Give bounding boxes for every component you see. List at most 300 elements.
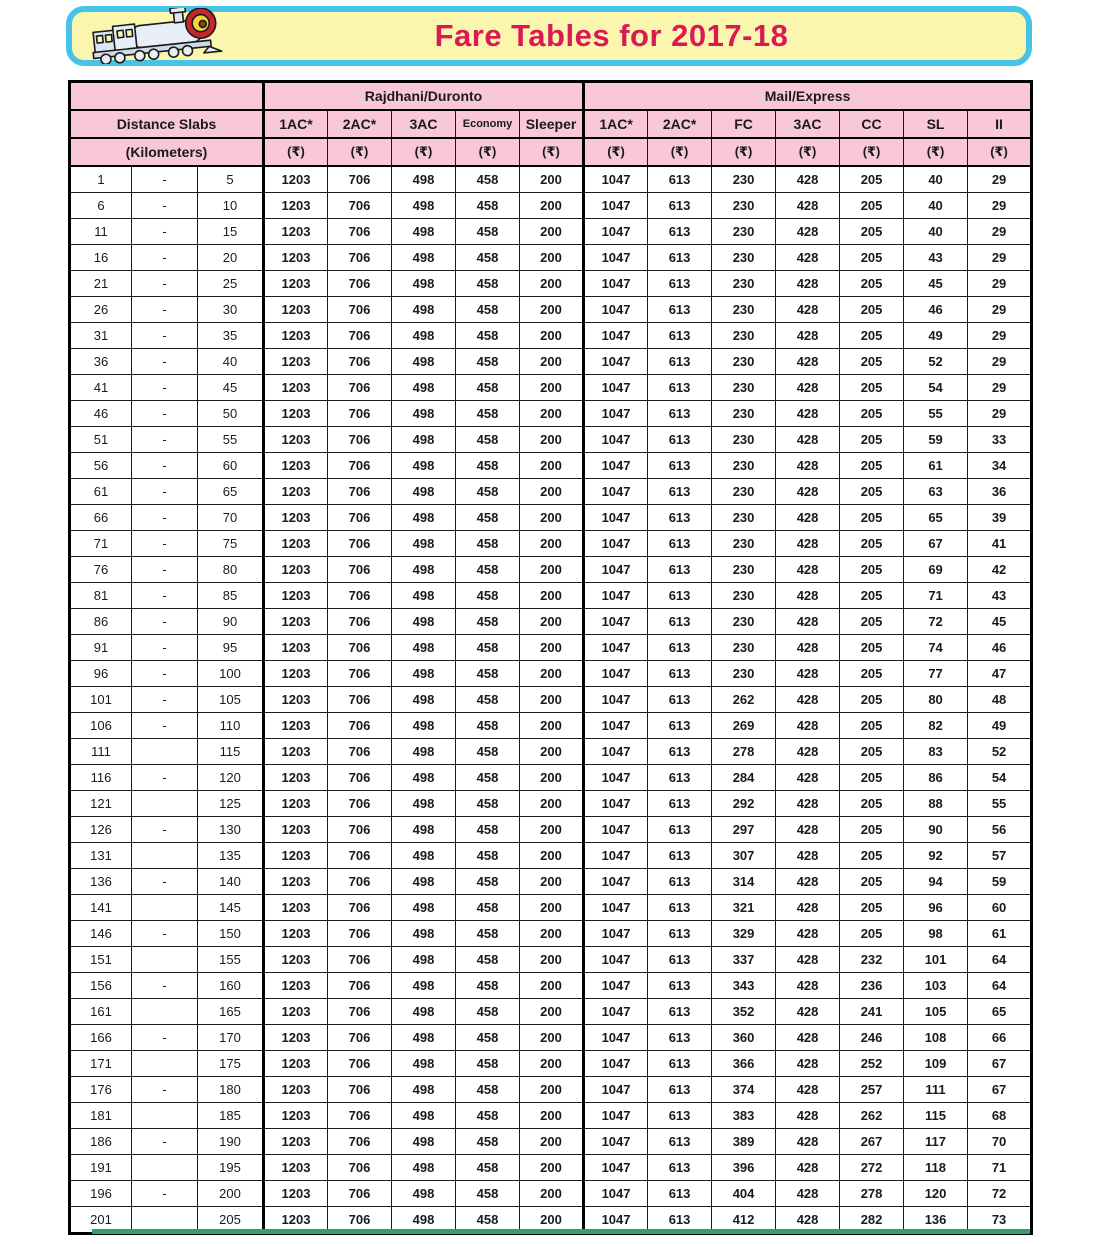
fare-cell: 613 <box>648 817 712 843</box>
fare-cell: 613 <box>648 687 712 713</box>
distance-cell: 6 <box>70 193 132 219</box>
table-row <box>70 1181 1032 1207</box>
fare-cell: 205 <box>840 687 904 713</box>
distance-cell: 201 <box>70 1207 132 1234</box>
fare-cell: 1047 <box>584 609 648 635</box>
fare-cell: 428 <box>776 1103 840 1129</box>
fare-cell: 205 <box>840 843 904 869</box>
fare-cell: 73 <box>968 1207 1032 1234</box>
fare-cell: 278 <box>712 739 776 765</box>
fare-cell: 29 <box>968 349 1032 375</box>
table-row <box>70 765 1032 791</box>
fare-cell: 498 <box>392 245 456 271</box>
fare-cell: 205 <box>840 219 904 245</box>
distance-cell: 96 <box>70 661 132 687</box>
fare-cell: 74 <box>904 635 968 661</box>
fare-cell: 40 <box>904 193 968 219</box>
fare-cell: 706 <box>328 947 392 973</box>
fare-cell: 1203 <box>264 479 328 505</box>
currency-cell: (₹) <box>392 138 456 166</box>
fare-cell: 101 <box>904 947 968 973</box>
distance-cell: 31 <box>70 323 132 349</box>
fare-cell: 458 <box>456 453 520 479</box>
fare-cell: 706 <box>328 713 392 739</box>
distance-cell: 136 <box>70 869 132 895</box>
distance-cell: - <box>132 765 198 791</box>
fare-cell: 458 <box>456 635 520 661</box>
distance-cell: 35 <box>198 323 264 349</box>
fare-cell: 458 <box>456 427 520 453</box>
fare-cell: 498 <box>392 817 456 843</box>
distance-cell: - <box>132 713 198 739</box>
table-row <box>70 635 1032 661</box>
fare-cell: 706 <box>328 921 392 947</box>
col-rajdhani-2ac: 2AC* <box>328 110 392 138</box>
fare-cell: 428 <box>776 635 840 661</box>
table-row <box>70 739 1032 765</box>
fare-cell: 205 <box>840 609 904 635</box>
fare-cell: 200 <box>520 947 584 973</box>
fare-cell: 1047 <box>584 869 648 895</box>
fare-cell: 1203 <box>264 297 328 323</box>
distance-cell: - <box>132 531 198 557</box>
fare-cell: 67 <box>968 1077 1032 1103</box>
distance-cell: 166 <box>70 1025 132 1051</box>
fare-cell: 92 <box>904 843 968 869</box>
fare-cell: 706 <box>328 531 392 557</box>
fare-cell: 428 <box>776 427 840 453</box>
fare-cell: 200 <box>520 375 584 401</box>
fare-cell: 272 <box>840 1155 904 1181</box>
fare-cell: 1047 <box>584 1155 648 1181</box>
fare-cell: 498 <box>392 271 456 297</box>
distance-cell <box>132 1155 198 1181</box>
fare-cell: 36 <box>968 479 1032 505</box>
fare-cell: 428 <box>776 323 840 349</box>
fare-cell: 1203 <box>264 1207 328 1234</box>
fare-cell: 67 <box>968 1051 1032 1077</box>
col-mail-cc: CC <box>840 110 904 138</box>
currency-cell: (₹) <box>264 138 328 166</box>
fare-cell: 96 <box>904 895 968 921</box>
fare-cell: 205 <box>840 739 904 765</box>
fare-cell: 230 <box>712 401 776 427</box>
distance-cell: 151 <box>70 947 132 973</box>
distance-cell: 70 <box>198 505 264 531</box>
fare-cell: 458 <box>456 297 520 323</box>
fare-cell: 613 <box>648 765 712 791</box>
table-row <box>70 583 1032 609</box>
fare-cell: 498 <box>392 1103 456 1129</box>
distance-cell: 55 <box>198 427 264 453</box>
fare-cell: 200 <box>520 297 584 323</box>
currency-cell: (₹) <box>328 138 392 166</box>
distance-cell: 126 <box>70 817 132 843</box>
fare-cell: 613 <box>648 713 712 739</box>
fare-cell: 45 <box>904 271 968 297</box>
fare-cell: 706 <box>328 1129 392 1155</box>
fare-cell: 428 <box>776 869 840 895</box>
fare-cell: 232 <box>840 947 904 973</box>
fare-cell: 458 <box>456 557 520 583</box>
distance-cell: 155 <box>198 947 264 973</box>
title-banner <box>66 6 1032 66</box>
fare-cell: 1203 <box>264 635 328 661</box>
fare-cell: 1203 <box>264 583 328 609</box>
fare-cell: 65 <box>968 999 1032 1025</box>
fare-cell: 1203 <box>264 245 328 271</box>
fare-cell: 412 <box>712 1207 776 1234</box>
fare-cell: 29 <box>968 375 1032 401</box>
fare-cell: 428 <box>776 453 840 479</box>
fare-cell: 706 <box>328 271 392 297</box>
fare-cell: 205 <box>840 245 904 271</box>
table-row <box>70 453 1032 479</box>
fare-cell: 428 <box>776 1181 840 1207</box>
fare-cell: 205 <box>840 166 904 193</box>
distance-cell: 85 <box>198 583 264 609</box>
distance-cell: - <box>132 193 198 219</box>
fare-cell: 498 <box>392 713 456 739</box>
fare-cell: 63 <box>904 479 968 505</box>
fare-cell: 230 <box>712 166 776 193</box>
fare-cell: 428 <box>776 739 840 765</box>
table-row <box>70 166 1032 193</box>
fare-cell: 706 <box>328 219 392 245</box>
distance-cell: 171 <box>70 1051 132 1077</box>
fare-cell: 1203 <box>264 401 328 427</box>
fare-cell: 1203 <box>264 791 328 817</box>
fare-cell: 458 <box>456 166 520 193</box>
fare-cell: 498 <box>392 1025 456 1051</box>
table-row <box>70 1051 1032 1077</box>
fare-cell: 205 <box>840 895 904 921</box>
fare-cell: 42 <box>968 557 1032 583</box>
fare-cell: 1203 <box>264 531 328 557</box>
distance-cell: - <box>132 401 198 427</box>
fare-cell: 1047 <box>584 1181 648 1207</box>
distance-cell: 41 <box>70 375 132 401</box>
fare-cell: 428 <box>776 166 840 193</box>
fare-cell: 94 <box>904 869 968 895</box>
fare-cell: 200 <box>520 166 584 193</box>
currency-cell: (₹) <box>520 138 584 166</box>
distance-cell: 146 <box>70 921 132 947</box>
fare-cell: 205 <box>840 427 904 453</box>
distance-cell: 75 <box>198 531 264 557</box>
fare-cell: 230 <box>712 505 776 531</box>
fare-cell: 61 <box>968 921 1032 947</box>
fare-cell: 706 <box>328 895 392 921</box>
table-row <box>70 479 1032 505</box>
table-row <box>70 1103 1032 1129</box>
fare-cell: 1047 <box>584 817 648 843</box>
fare-cell: 262 <box>840 1103 904 1129</box>
fare-cell: 48 <box>968 687 1032 713</box>
fare-cell: 54 <box>968 765 1032 791</box>
fare-cell: 1203 <box>264 713 328 739</box>
bottom-rule <box>92 1229 1030 1234</box>
fare-cell: 498 <box>392 739 456 765</box>
distance-cell: - <box>132 869 198 895</box>
fare-cell: 82 <box>904 713 968 739</box>
fare-cell: 41 <box>968 531 1032 557</box>
distance-cell: 200 <box>198 1181 264 1207</box>
col-rajdhani-1ac: 1AC* <box>264 110 328 138</box>
fare-cell: 458 <box>456 687 520 713</box>
fare-cell: 428 <box>776 1051 840 1077</box>
col-mail-fc: FC <box>712 110 776 138</box>
distance-cell: 46 <box>70 401 132 427</box>
group-header-rajdhani: Rajdhani/Duronto <box>264 82 584 111</box>
table-row <box>70 505 1032 531</box>
fare-cell: 428 <box>776 1129 840 1155</box>
fare-cell: 205 <box>840 869 904 895</box>
fare-cell: 200 <box>520 843 584 869</box>
fare-cell: 230 <box>712 271 776 297</box>
fare-cell: 458 <box>456 739 520 765</box>
distance-cell: - <box>132 661 198 687</box>
fare-cell: 200 <box>520 1051 584 1077</box>
fare-cell: 61 <box>904 453 968 479</box>
fare-cell: 498 <box>392 401 456 427</box>
distance-cell: 15 <box>198 219 264 245</box>
fare-cell: 230 <box>712 557 776 583</box>
table-row <box>70 687 1032 713</box>
fare-cell: 374 <box>712 1077 776 1103</box>
fare-cell: 428 <box>776 687 840 713</box>
fare-cell: 109 <box>904 1051 968 1077</box>
fare-cell: 1203 <box>264 765 328 791</box>
fare-cell: 29 <box>968 323 1032 349</box>
fare-cell: 498 <box>392 1181 456 1207</box>
fare-cell: 343 <box>712 973 776 999</box>
fare-cell: 1203 <box>264 557 328 583</box>
fare-cell: 1203 <box>264 947 328 973</box>
fare-cell: 205 <box>840 479 904 505</box>
distance-cell: 40 <box>198 349 264 375</box>
fare-cell: 329 <box>712 921 776 947</box>
fare-cell: 1203 <box>264 166 328 193</box>
fare-cell: 1203 <box>264 1155 328 1181</box>
distance-cell: 111 <box>70 739 132 765</box>
fare-cell: 613 <box>648 1181 712 1207</box>
fare-cell: 262 <box>712 687 776 713</box>
fare-cell: 29 <box>968 245 1032 271</box>
fare-cell: 613 <box>648 245 712 271</box>
fare-cell: 1047 <box>584 1129 648 1155</box>
fare-cell: 613 <box>648 375 712 401</box>
distance-cell: 185 <box>198 1103 264 1129</box>
table-row <box>70 1025 1032 1051</box>
fare-cell: 706 <box>328 791 392 817</box>
fare-cell: 67 <box>904 531 968 557</box>
fare-cell: 1047 <box>584 271 648 297</box>
fare-cell: 706 <box>328 1077 392 1103</box>
fare-cell: 498 <box>392 297 456 323</box>
fare-cell: 1047 <box>584 895 648 921</box>
fare-cell: 1047 <box>584 401 648 427</box>
fare-cell: 613 <box>648 843 712 869</box>
fare-cell: 33 <box>968 427 1032 453</box>
fare-cell: 1047 <box>584 375 648 401</box>
fare-cell: 282 <box>840 1207 904 1234</box>
distance-cell: 105 <box>198 687 264 713</box>
distance-cell: 81 <box>70 583 132 609</box>
fare-cell: 46 <box>904 297 968 323</box>
fare-cell: 230 <box>712 635 776 661</box>
fare-cell: 360 <box>712 1025 776 1051</box>
table-row <box>70 271 1032 297</box>
fare-cell: 498 <box>392 999 456 1025</box>
fare-cell: 458 <box>456 947 520 973</box>
fare-cell: 706 <box>328 349 392 375</box>
fare-cell: 498 <box>392 193 456 219</box>
fare-cell: 498 <box>392 1077 456 1103</box>
fare-cell: 428 <box>776 297 840 323</box>
fare-cell: 706 <box>328 193 392 219</box>
fare-cell: 1203 <box>264 1051 328 1077</box>
fare-cell: 60 <box>968 895 1032 921</box>
distance-cell: - <box>132 687 198 713</box>
fare-cell: 613 <box>648 479 712 505</box>
col-mail-sl: SL <box>904 110 968 138</box>
fare-cell: 200 <box>520 245 584 271</box>
fare-cell: 314 <box>712 869 776 895</box>
distance-cell: 180 <box>198 1077 264 1103</box>
distance-cell <box>132 1103 198 1129</box>
distance-cell: 181 <box>70 1103 132 1129</box>
distance-cell: - <box>132 583 198 609</box>
table-row <box>70 401 1032 427</box>
fare-cell: 200 <box>520 401 584 427</box>
fare-cell: 1047 <box>584 921 648 947</box>
fare-cell: 498 <box>392 453 456 479</box>
fare-cell: 29 <box>968 193 1032 219</box>
fare-cell: 1047 <box>584 323 648 349</box>
fare-cell: 1203 <box>264 687 328 713</box>
fare-cell: 55 <box>968 791 1032 817</box>
fare-cell: 230 <box>712 297 776 323</box>
fare-cell: 200 <box>520 219 584 245</box>
fare-cell: 613 <box>648 1051 712 1077</box>
distance-cell: 120 <box>198 765 264 791</box>
fare-cell: 498 <box>392 869 456 895</box>
fare-cell: 613 <box>648 219 712 245</box>
fare-cell: 278 <box>840 1181 904 1207</box>
fare-cell: 613 <box>648 895 712 921</box>
fare-cell: 200 <box>520 583 584 609</box>
distance-cell <box>132 739 198 765</box>
distance-cell: 191 <box>70 1155 132 1181</box>
fare-cell: 39 <box>968 505 1032 531</box>
distance-cell: 76 <box>70 557 132 583</box>
distance-cell: 131 <box>70 843 132 869</box>
table-row <box>70 349 1032 375</box>
table-row <box>70 1077 1032 1103</box>
distance-cell: 140 <box>198 869 264 895</box>
fare-cell: 200 <box>520 453 584 479</box>
fare-cell: 1203 <box>264 609 328 635</box>
fare-cell: 1047 <box>584 427 648 453</box>
fare-cell: 498 <box>392 895 456 921</box>
distance-cell: 60 <box>198 453 264 479</box>
fare-cell: 458 <box>456 869 520 895</box>
table-row <box>70 947 1032 973</box>
fare-cell: 200 <box>520 271 584 297</box>
fare-cell: 29 <box>968 401 1032 427</box>
table-row <box>70 713 1032 739</box>
fare-cell: 205 <box>840 349 904 375</box>
fare-cell: 205 <box>840 323 904 349</box>
fare-cell: 458 <box>456 245 520 271</box>
fare-cell: 1203 <box>264 271 328 297</box>
fare-cell: 70 <box>968 1129 1032 1155</box>
fare-cell: 613 <box>648 947 712 973</box>
fare-cell: 1203 <box>264 1025 328 1051</box>
fare-cell: 205 <box>840 531 904 557</box>
distance-cell <box>132 791 198 817</box>
fare-cell: 428 <box>776 193 840 219</box>
distance-cell: - <box>132 271 198 297</box>
fare-cell: 111 <box>904 1077 968 1103</box>
fare-cell: 458 <box>456 1181 520 1207</box>
distance-cell: 45 <box>198 375 264 401</box>
distance-cell: - <box>132 349 198 375</box>
fare-cell: 45 <box>968 609 1032 635</box>
fare-cell: 200 <box>520 635 584 661</box>
currency-cell: (₹) <box>648 138 712 166</box>
fare-cell: 1047 <box>584 479 648 505</box>
fare-cell: 1047 <box>584 1207 648 1234</box>
fare-cell: 706 <box>328 687 392 713</box>
fare-cell: 706 <box>328 1051 392 1077</box>
fare-cell: 1047 <box>584 765 648 791</box>
distance-cell: - <box>132 297 198 323</box>
currency-cell: (₹) <box>968 138 1032 166</box>
distance-cell: 25 <box>198 271 264 297</box>
fare-cell: 230 <box>712 531 776 557</box>
table-row <box>70 895 1032 921</box>
fare-cell: 66 <box>968 1025 1032 1051</box>
fare-cell: 396 <box>712 1155 776 1181</box>
distance-cell: 195 <box>198 1155 264 1181</box>
fare-cell: 428 <box>776 999 840 1025</box>
fare-cell: 428 <box>776 245 840 271</box>
fare-cell: 613 <box>648 1207 712 1234</box>
distance-cell: 106 <box>70 713 132 739</box>
fare-cell: 458 <box>456 817 520 843</box>
fare-table-body <box>70 166 1032 1234</box>
currency-header-row <box>70 138 1032 166</box>
fare-cell: 1203 <box>264 869 328 895</box>
distance-cell <box>132 947 198 973</box>
fare-cell: 458 <box>456 1129 520 1155</box>
fare-cell: 200 <box>520 323 584 349</box>
fare-cell: 1203 <box>264 323 328 349</box>
fare-cell: 1047 <box>584 505 648 531</box>
distance-cell: 175 <box>198 1051 264 1077</box>
fare-cell: 458 <box>456 661 520 687</box>
table-row <box>70 921 1032 947</box>
fare-cell: 200 <box>520 349 584 375</box>
page-title: Fare Tables for 2017-18 <box>434 18 789 53</box>
table-row <box>70 297 1032 323</box>
fare-cell: 498 <box>392 166 456 193</box>
fare-cell: 613 <box>648 583 712 609</box>
fare-cell: 200 <box>520 1129 584 1155</box>
train-icon <box>72 12 237 60</box>
